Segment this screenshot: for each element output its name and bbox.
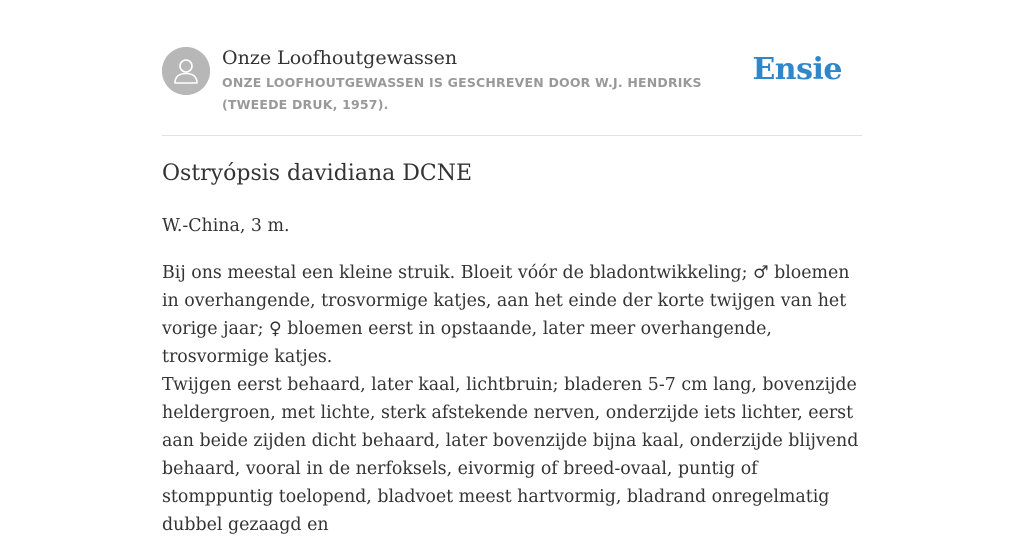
user-silhouette-icon[interactable] <box>162 47 210 95</box>
article-title: Ostryópsis davidiana DCNE <box>162 161 473 186</box>
source-title[interactable]: Onze Loofhoutgewassen <box>222 47 458 69</box>
ensie-logo[interactable]: Ensie <box>752 52 842 87</box>
article-paragraph-1: W.-China, 3 m. <box>162 216 290 236</box>
content-column <box>162 0 862 535</box>
avatar-graphic <box>162 47 210 95</box>
article-paragraph-2: Bij ons meestal een kleine struik. Bloeit vóór de bladontwikkeling; ♂ bloemen in overhangende, trosvormige katjes, aan het einde der korte twijgen van het vorige jaar; ♀ bloemen eerst in opstaande, later meer overhangende, trosvormige katjes. <box>162 263 850 367</box>
source-subtitle: ONZE LOOFHOUTGEWASSEN IS GESCHREVEN DOOR W.J. HENDRIKS (TWEEDE DRUK, 1957). <box>222 75 702 112</box>
source-header <box>162 0 862 136</box>
article-paragraph-3: Twijgen eerst behaard, later kaal, lichtbruin; bladeren 5-7 cm lang, bovenzijde heldergroen, met lichte, sterk afstekende nerven, onderzijde iets lichter, eerst aan beide zijden dicht behaard, later bovenzijde bijna kaal, onderzijde blijvend behaard, vooral in de nerfoksels, eivormig of breed-ovaal, puntig of stomppuntig toelopend, bladvoet meest hartvormig, bladrand onregelmatig dubbel gezaagd en <box>162 375 859 535</box>
